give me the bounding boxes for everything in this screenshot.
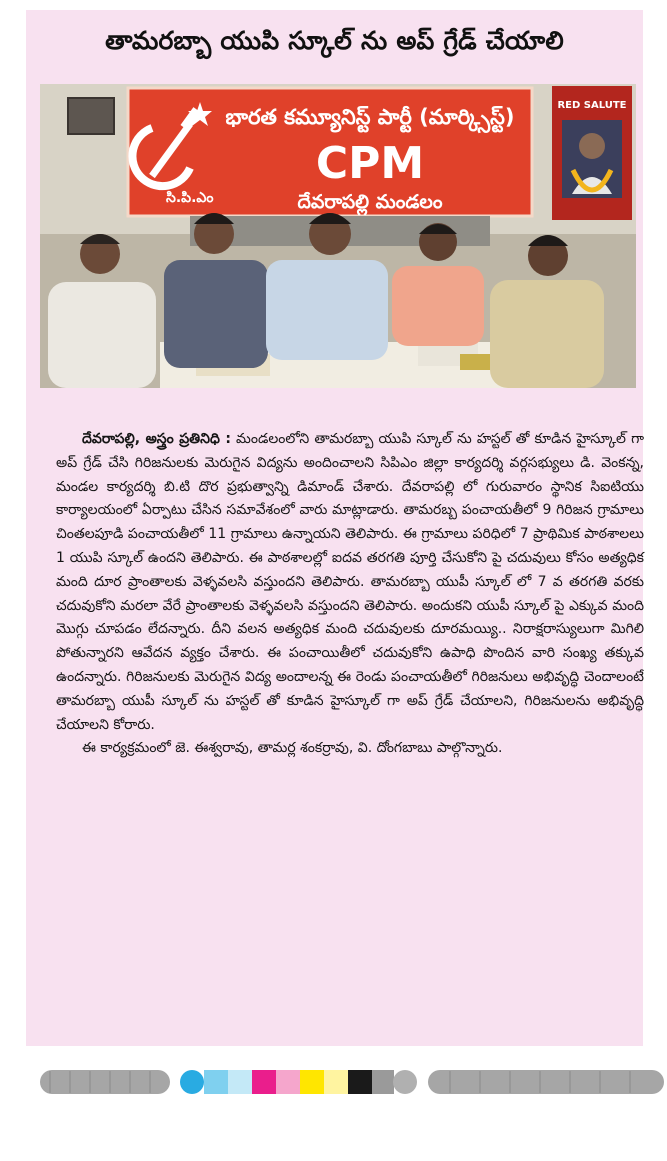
swatch-magenta	[252, 1070, 276, 1094]
banner-party-name: భారత కమ్యూనిస్ట్ పార్టీ (మార్క్సిస్ట్)	[225, 105, 515, 129]
paragraph-1-text: మండలంలోని తామరబ్బా యుపి స్కూల్ ను హస్టల్ తో కూడిన హైస్కూల్ గా అప్ గ్రేడ్ చేసి గిరిజనులకు మెరుగైన విద్యను అందించాలని సిపిఎం జిల్లా కార్యదర్శి వర్గసభ్యులు డి. వెంకన్న, మండల కార్యదర్శి బి.టి దొర ప్రభుత్వాన్ని డిమాండ్ చేశారు. దేవరాపల్లి లో గురువారం స్థానిక సిఐటియు కార్యాలయంలో ఏర్పాటు చేసిన సమావేశంలో వారు మాట్లాడారు. తామరబ్బ పంచాయతీలో 9 గిరిజన గ్రామాలు చింతలపూడి పంచాయతీలో 11 గ్రామాలు ఉన్నాయని తెలిపారు. ఈ గ్రామాలు పరిధిలో 7 ప్రాథిమిక పాఠశాలలు 1 యుపి స్కూల్ ఉందని తెలిపారు. ఈ పాఠశాలల్లో ఐదవ తరగతి పూర్తి చేసుకోని పై చదువులు కోసం అత్యధిక మంది దూర ప్రాంతాలకు వెళ్ళవలసి వస్తుందని తెలిపారు. తామరబ్బా యుపీ స్కూల్ లో 7 వ తరగతి వరకు చదువుకోని మరలా వేరే ప్రాంతాలకు వెళ్ళవలసి వస్తుందని తెలిపారు. అందుకని యుపీ స్కూల్ పై ఎక్కువ మంది మొగ్గు చూపడం లేదన్నారు. దీని వలన అత్యధిక మంది చదువులకు దూరమయ్యి.. నిరాక్షరాస్యులుగా మిగిలి పోతున్నారని ఆవేదన వ్యక్తం చేశారు. ఈ పంచాయితీలో చదువుకోని ఉపాధి పొందిన వారి సంఖ్య తక్కువ ఉందన్నారు. గిరిజనులకు మెరుగైన విద్య అందాలన్న ఈ రెండు పంచాయతీలో గిరిజనులు అభివృద్ధి చెందాలంటే తామరబ్బా యుపీ స్కూల్ ను హస్టల్ తో కూడిన హైస్కూల్ గా అప్ గ్రేడ్ చేయాలని, గిరిజనులను అభివృద్ధి చేయాలని కోరారు.	[56, 431, 644, 733]
banner-telugu-acronym: సి.పి.ఎం	[166, 190, 214, 206]
meeting-photo	[40, 84, 636, 388]
article-body	[56, 428, 644, 761]
red-salute-poster	[552, 86, 632, 220]
print-registration-bar	[0, 1062, 667, 1102]
banner-acronym: CPM	[315, 138, 425, 189]
swatch-black	[348, 1070, 372, 1094]
swatch-light-yellow	[324, 1070, 348, 1094]
dateline: దేవరాపల్లి, అస్త్రం ప్రతినిధి :	[82, 431, 231, 447]
top-strip	[0, 0, 667, 8]
swatch-light-magenta	[276, 1070, 300, 1094]
swatch-grey	[372, 1070, 394, 1094]
swatch-light-cyan	[204, 1070, 228, 1094]
news-clipping	[26, 10, 643, 1046]
switch-board	[68, 98, 114, 134]
swatch-yellow	[300, 1070, 324, 1094]
cpm-banner	[128, 88, 532, 216]
swatch-cyan	[180, 1070, 204, 1094]
poster-text: RED SALUTE	[557, 100, 627, 111]
article-paragraph-2: ఈ కార్యక్రమంలో జె. ఈశ్వరావు, తామర్ల శంకర్రావు, వి. దోంగబాబు పాల్గొన్నారు.	[82, 740, 503, 757]
headline: తామరబ్బా యుపి స్కూల్ ను అప్ గ్రేడ్ చేయాలి	[105, 26, 564, 55]
banner-mandal: దేవరాపల్లి మండలం	[297, 191, 443, 213]
article-paragraph-1	[56, 428, 644, 737]
swatch-pale-cyan	[228, 1070, 252, 1094]
